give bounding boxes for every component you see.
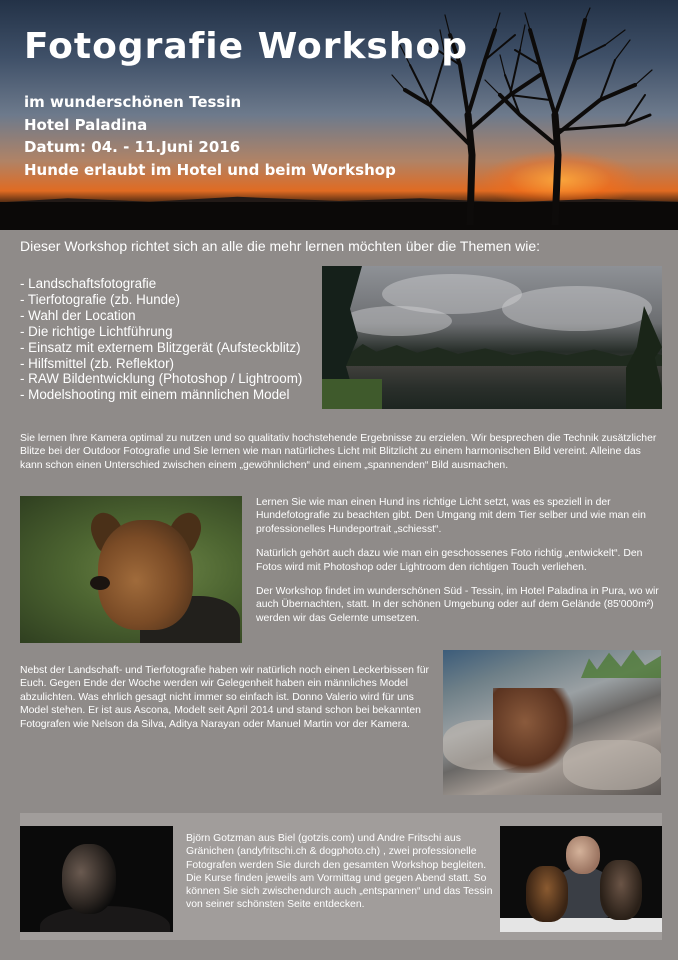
topic-item: - Landschaftsfotografie (20, 276, 157, 291)
photographer-with-dogs-photo (500, 826, 662, 932)
date-line: Datum: 04. - 11.Juni 2016 (24, 138, 241, 156)
camera-paragraph: Sie lernen Ihre Kamera optimal zu nutzen und so qualitativ hochstehende Ergebnisse zu erzielen. Wir besprechen die Technik zusätzlicher Blitze bei der Outdoor Fotografie und Sie lernen wie man natürliches Licht mit Blitzlicht zu einem harmonischen Bild vereint. Alleine das kann schon einen Unterschied zwischen einem „gewöhnlichen“ und einem „spannenden“ Bild ausmachen. (20, 433, 657, 471)
model-paragraph: Nebst der Landschaft- und Tierfotografie haben wir natürlich noch einen Leckerbissen für Euch. Gegen Ende der Woche werden wir Gelegenheit haben ein männliches Model abzulichten. Was ehrlich gesagt nicht immer so einfach ist. Donno Valerio wird für uns Model stehen. Er ist aus Ascona, Modelt seit April 2014 und stand schon bei bekannten Fotografen wie Nelson da Silva, Aditya Narayan oder Manuel Martin vor der Kamera. (20, 665, 429, 730)
topic-item: - Modelshooting mit einem männlichen Model (20, 387, 290, 403)
photographer-portrait-photo (20, 826, 173, 932)
dog-paragraph: Lernen Sie wie man einen Hund ins richtige Licht setzt, was es speziell in der Hundefotografie zu beachten gibt. Den Umgang mit dem Tier selber und wie man ein professionelles Hundeportrait „schiesst“. (256, 497, 646, 535)
workshop-title: Fotografie Workshop (24, 26, 468, 67)
topics-list (20, 276, 320, 403)
location-paragraph: Der Workshop findet im wunderschönen Süd - Tessin, im Hotel Paladina in Pura, wo wir auch Übernachten, statt. In der schönen Umgebung oder auf dem Gelände (85'000m²) werden wir das Gelernte umsetzen. (256, 586, 659, 624)
header-sunset-image (0, 0, 678, 230)
dogs-allowed-line: Hunde erlaubt im Hotel und beim Workshop (24, 160, 396, 179)
location-line: im wunderschönen Tessin (24, 93, 242, 111)
intro-text: Dieser Workshop richtet sich an alle die mehr lernen möchten über die Themen wie: (20, 238, 541, 254)
topic-item: - Die richtige Lichtführung (20, 323, 173, 339)
dog-section-text (256, 496, 664, 636)
topic-item: - Hilfsmittel (zb. Reflektor) (20, 355, 175, 371)
landscape-lake-photo (322, 266, 662, 409)
dog-portrait-photo (20, 496, 242, 643)
topic-item: - RAW Bildentwicklung (Photoshop / Lightroom) (20, 371, 303, 387)
header-info (24, 91, 396, 181)
topic-item: - Tierfotografie (zb. Hunde) (20, 291, 181, 307)
photographers-paragraph: Björn Gotzman aus Biel (gotzis.com) und Andre Fritschi aus Gränichen (andyfritschi.ch & dogphoto.ch) , zwei professionelle Fotografen werden Sie durch den gesamten Workshop begleiten. Die Kurse finden jeweils am Vormittag und gegen Abend statt. So können Sie sich zwischendurch auch „entspannen“ und das Tessin von seiner schönsten Seite entdecken. (186, 833, 493, 911)
topic-item: - Wahl der Location (20, 307, 136, 323)
editing-paragraph: Natürlich gehört auch dazu wie man ein geschossenes Foto richtig „entwickelt“. Den Fotos wird mit Photoshop oder Lightroom den richtigen Touch verliehen. (256, 548, 643, 573)
topic-item: - Einsatz mit externem Blitzgerät (Aufsteckblitz) (20, 339, 301, 355)
model-rocks-photo (443, 650, 661, 795)
hotel-line: Hotel Paladina (24, 115, 148, 134)
